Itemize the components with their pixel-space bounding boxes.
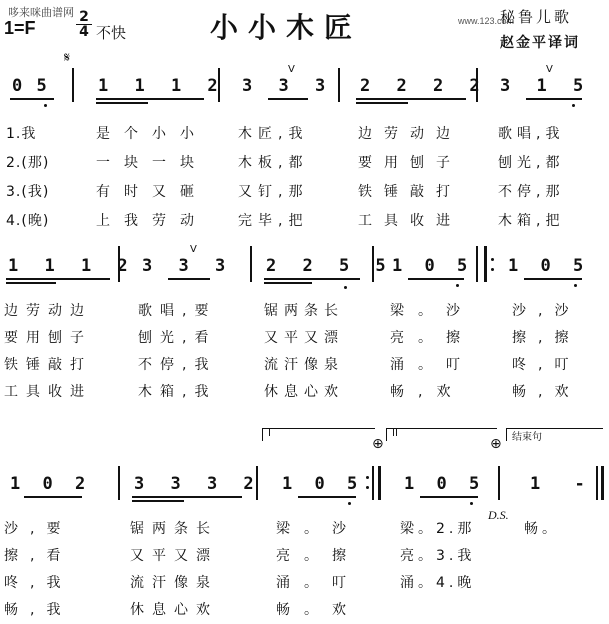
lyric-line: 畅。 xyxy=(524,521,560,537)
barline xyxy=(338,68,340,102)
lyric-col-1 xyxy=(4,298,92,406)
measure-11: 1 0 2 xyxy=(10,474,92,494)
lyric-line: 擦,擦 xyxy=(512,330,581,346)
lyric-col-1 xyxy=(4,516,72,624)
repeat-end-barline xyxy=(372,466,374,500)
lyric-col-4 xyxy=(400,516,475,597)
lyric-line: 梁。2.那 xyxy=(400,521,476,537)
barline xyxy=(498,466,500,500)
barline xyxy=(250,246,252,282)
key-signature: 1=F xyxy=(4,18,36,38)
lyric-line: 涌。叮 xyxy=(276,575,360,591)
lyric-line: 工具收进 xyxy=(4,384,92,400)
lyric-line: 不停,那 xyxy=(498,184,565,200)
lyric-line: 锯两条长 xyxy=(264,303,344,319)
low-octave-dot xyxy=(572,104,575,107)
lyric-line: 流汗像泉 xyxy=(264,357,344,373)
lyric-line: 要用刨子 xyxy=(4,330,92,346)
lyric-line: 又平又漂 xyxy=(264,330,344,346)
lyric-line: 工具收进 xyxy=(358,213,462,229)
lyric-line: 上我劳动 xyxy=(96,213,208,229)
time-numerator: 2 xyxy=(79,9,89,25)
lyric-line: 完毕,把 xyxy=(238,213,309,229)
lyric-col-2 xyxy=(138,298,216,406)
lyric-line: 边劳动边 xyxy=(358,126,462,142)
site-url-watermark: www.123.com xyxy=(458,16,515,26)
repeat-start-barline xyxy=(484,246,487,282)
lyric-line: 木箱,我 xyxy=(138,384,217,400)
lyric-line: 歌唱,我 xyxy=(498,126,565,142)
low-octave-dot xyxy=(344,286,347,289)
lyric-line: 畅,我 xyxy=(4,602,73,618)
lyric-line: 1.我 xyxy=(6,126,37,142)
lyric-col-3 xyxy=(276,516,360,624)
measure-1: 0 5 xyxy=(12,76,49,96)
lyric-line: 沙,沙 xyxy=(512,303,581,319)
lyric-line: 刨光,看 xyxy=(138,330,217,346)
lyric-line: 涌。4.晚 xyxy=(400,575,476,591)
lyric-line: 休息心欢 xyxy=(130,602,218,618)
beam-underline xyxy=(420,496,478,498)
beam-underline xyxy=(298,496,356,498)
lyric-line: 刨光,都 xyxy=(498,155,565,171)
measure-6: 1 1 1 2 xyxy=(8,256,136,276)
lyric-line: 锯两条长 xyxy=(130,521,218,537)
repeat-end-barline xyxy=(378,466,381,500)
lyric-line: 有时又砸 xyxy=(96,184,208,200)
lyric-line: 咚,我 xyxy=(4,575,73,591)
measure-4: 2 2 2 2 xyxy=(360,76,488,96)
lyric-col-4 xyxy=(358,120,462,236)
barline xyxy=(72,68,74,102)
beam-underline xyxy=(356,102,408,104)
volta-bracket-1 xyxy=(262,428,375,441)
beam-underline xyxy=(132,500,184,502)
measure-12: 3 3 3 2 xyxy=(134,474,262,494)
lyric-line: 梁。沙 xyxy=(390,303,474,319)
measure-13: 1 0 5 xyxy=(282,474,364,494)
lyric-col-2 xyxy=(130,516,218,624)
breath-mark: V xyxy=(288,64,295,75)
lyric-line: 擦,看 xyxy=(4,548,73,564)
lyric-col-5 xyxy=(524,516,560,543)
time-signature xyxy=(76,10,92,39)
lyric-line: 涌。叮 xyxy=(390,357,474,373)
low-octave-dot xyxy=(574,284,577,287)
measure-3: 3 3 3 xyxy=(242,76,334,96)
lyric-line: 亮。擦 xyxy=(276,548,360,564)
lyric-line: 4.(晚) xyxy=(6,213,50,229)
lyric-line: 沙,要 xyxy=(4,521,73,537)
beam-underline xyxy=(356,98,466,100)
lyric-col-4 xyxy=(390,298,474,406)
segno-icon: 𝄋 xyxy=(64,50,71,66)
translator-credit: 赵金平译词 xyxy=(500,35,580,51)
volta-label-3: 结束句 xyxy=(512,432,542,443)
lyric-line: 边劳动边 xyxy=(4,303,92,319)
low-octave-dot xyxy=(44,104,47,107)
coda-icon: ⊕ xyxy=(372,436,384,452)
lyric-line: 2.(那) xyxy=(6,155,50,171)
repeat-dot xyxy=(366,486,369,489)
beam-underline xyxy=(524,278,582,280)
beam-underline xyxy=(526,98,582,100)
lyric-line: 3.(我) xyxy=(6,184,50,200)
beam-underline xyxy=(6,282,56,284)
lyric-line: 木板,都 xyxy=(238,155,309,171)
lyric-col-3 xyxy=(238,120,308,236)
lyric-line: 又平又漂 xyxy=(130,548,218,564)
beam-underline xyxy=(6,278,110,280)
lyric-line: 畅。欢 xyxy=(276,602,360,618)
beam-underline xyxy=(10,98,54,100)
beam-underline xyxy=(408,278,464,280)
lyric-col-5 xyxy=(498,120,564,236)
barline xyxy=(118,466,120,500)
lyric-col-3 xyxy=(264,298,344,406)
lyric-line: 要用刨子 xyxy=(358,155,462,171)
lyric-line: 一块一块 xyxy=(96,155,208,171)
lyric-line: 亮。擦 xyxy=(390,330,474,346)
time-denominator: 4 xyxy=(76,24,92,39)
lyric-line: 铁锤敲打 xyxy=(4,357,92,373)
lyric-line: 畅,欢 xyxy=(512,384,581,400)
song-origin: 秘鲁儿歌 xyxy=(500,8,573,26)
dal-segno: D.S. xyxy=(488,508,509,522)
breath-mark: V xyxy=(546,64,553,75)
beam-underline xyxy=(96,98,204,100)
repeat-dot xyxy=(366,476,369,479)
lyric-line: 亮。3.我 xyxy=(400,548,476,564)
lyric-line: 流汗像泉 xyxy=(130,575,218,591)
lyric-col-2 xyxy=(96,120,208,236)
lyric-line: 不停,我 xyxy=(138,357,217,373)
measure-7: 3 3 3 xyxy=(142,256,234,276)
lyric-col-1 xyxy=(6,120,49,236)
site-watermark: 哆来咪曲谱网 xyxy=(8,6,74,19)
lyric-line: 是个小小 xyxy=(96,126,208,142)
barline xyxy=(476,246,478,282)
beam-underline xyxy=(132,496,242,498)
tempo-marking: 不快 xyxy=(96,24,127,42)
lyric-line: 木匠,我 xyxy=(238,126,309,142)
measure-8: 2 2 5 5 xyxy=(266,256,394,276)
beam-underline xyxy=(24,496,82,498)
beam-underline xyxy=(264,282,312,284)
measure-5: 3 1 5 xyxy=(500,76,592,96)
low-octave-dot xyxy=(348,502,351,505)
volta-bracket-2 xyxy=(386,428,497,441)
lyric-line: 咚,叮 xyxy=(512,357,581,373)
beam-underline xyxy=(268,98,308,100)
measure-9: 1 0 5 xyxy=(392,256,474,276)
lyric-line: 歌唱,要 xyxy=(138,303,217,319)
lyric-line: 铁锤敲打 xyxy=(358,184,462,200)
beam-underline xyxy=(168,278,210,280)
lyric-line: 梁。沙 xyxy=(276,521,360,537)
measure-15: 1 - xyxy=(530,474,597,494)
repeat-dot xyxy=(491,268,494,271)
measure-10: 1 0 5 xyxy=(508,256,590,276)
beam-underline xyxy=(96,102,148,104)
final-barline xyxy=(601,466,604,500)
lyric-line: 又钉,那 xyxy=(238,184,309,200)
lyric-col-5 xyxy=(512,298,580,406)
song-title: 小小木匠 xyxy=(210,11,363,44)
low-octave-dot xyxy=(456,284,459,287)
lyric-line: 木箱,把 xyxy=(498,213,565,229)
lyric-line: 休息心欢 xyxy=(264,384,344,400)
lyric-line: 畅,欢 xyxy=(390,384,465,400)
volta-label-2: II xyxy=(392,428,398,439)
beam-underline xyxy=(264,278,360,280)
repeat-dot xyxy=(491,258,494,261)
volta-label-1: I xyxy=(268,428,271,439)
coda-icon: ⊕ xyxy=(490,436,502,452)
measure-14: 1 0 5 xyxy=(404,474,486,494)
breath-mark: V xyxy=(190,244,197,255)
measure-2: 1 1 1 2 xyxy=(98,76,226,96)
low-octave-dot xyxy=(470,502,473,505)
